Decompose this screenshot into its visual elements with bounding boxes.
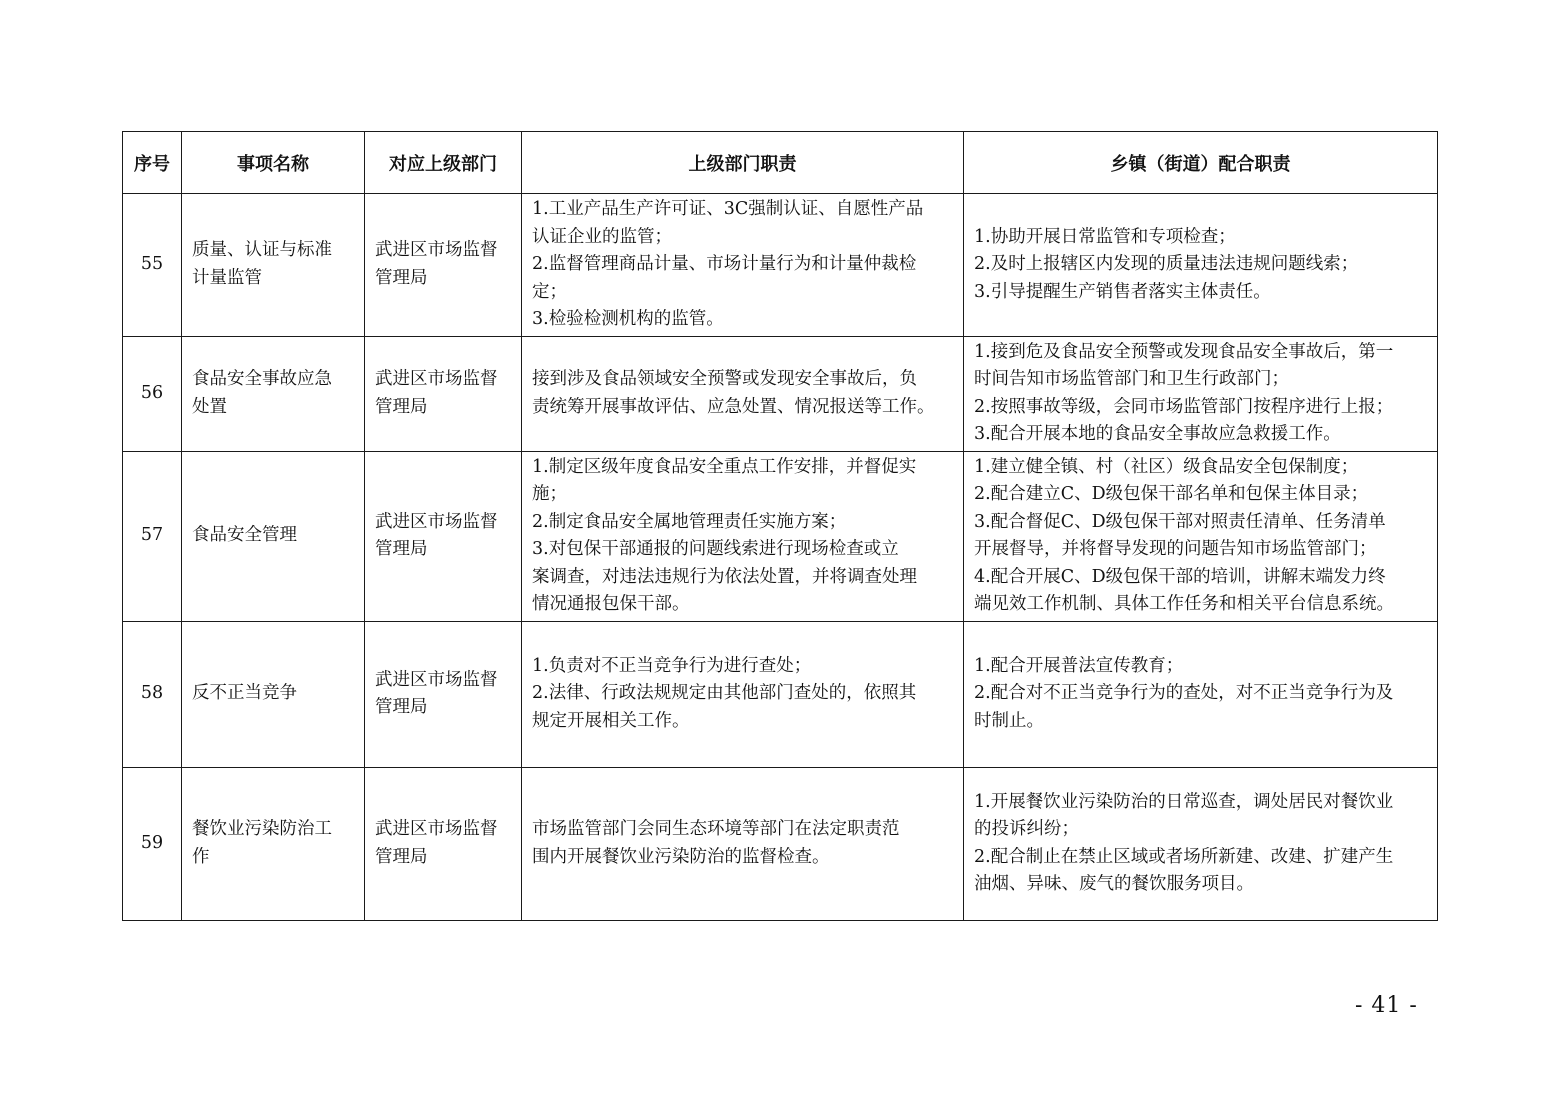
- cell-town-duties: [964, 767, 1438, 920]
- cell-town-duties: [964, 336, 1438, 451]
- cell-line: 反不正当竞争: [192, 683, 297, 704]
- cell-no: 59: [123, 767, 182, 920]
- cell-upper-dept: [365, 767, 522, 920]
- cell-line: 2.监督管理商品计量、市场计量行为和计量仲裁检: [532, 254, 917, 274]
- cell-line: 处置: [192, 396, 227, 417]
- cell-item-name: [182, 194, 365, 337]
- cell-line: 定；: [532, 281, 567, 302]
- cell-line: 接到涉及食品领域安全预警或发现安全事故后，负: [532, 369, 917, 389]
- cell-line: 1.接到危及食品安全预警或发现食品安全事故后，第一: [974, 341, 1394, 362]
- cell-line: 规定开展相关工作。: [532, 710, 690, 731]
- cell-line: 管理局: [375, 396, 428, 417]
- cell-line: 管理局: [375, 539, 428, 559]
- cell-line: 餐饮业污染防治工: [192, 819, 332, 839]
- duty-table: [122, 131, 1438, 921]
- header-item-name: 事项名称: [182, 132, 365, 194]
- cell-line: 时制止。: [974, 710, 1044, 731]
- cell-line: 武进区市场监督: [375, 511, 498, 532]
- cell-line: 3.配合开展本地的食品安全事故应急救援工作。: [974, 424, 1341, 444]
- cell-line: 2.法律、行政法规规定由其他部门查处的，依照其: [532, 683, 917, 704]
- page-number: - 41 -: [1355, 993, 1418, 1018]
- cell-line: 管理局: [375, 267, 428, 288]
- cell-line: 端见效工作机制、具体工作任务和相关平台信息系统。: [974, 594, 1394, 614]
- cell-no: 57: [123, 451, 182, 621]
- cell-line: 责统筹开展事故评估、应急处置、情况报送等工作。: [532, 396, 935, 417]
- cell-upper-duties: [522, 451, 964, 621]
- cell-upper-dept: [365, 621, 522, 767]
- header-upper-dept: 对应上级部门: [365, 132, 522, 194]
- cell-line: 1.制定区级年度食品安全重点工作安排，并督促实: [532, 456, 917, 477]
- cell-line: 1.负责对不正当竞争行为进行查处；: [532, 655, 812, 676]
- cell-no: 58: [123, 621, 182, 767]
- cell-line: 4.配合开展C、D级包保干部的培训，讲解末端发力终: [974, 566, 1386, 587]
- cell-line: 时间告知市场监管部门和卫生行政部门；: [974, 369, 1289, 389]
- cell-line: 管理局: [375, 846, 428, 867]
- cell-line: 2.配合对不正当竞争行为的查处，对不正当竞争行为及: [974, 683, 1394, 704]
- cell-upper-dept: [365, 194, 522, 337]
- header-town-duties: 乡镇（街道）配合职责: [964, 132, 1438, 194]
- cell-line: 案调查，对违法违规行为依法处置，并将调查处理: [532, 566, 917, 587]
- cell-line: 2.按照事故等级，会同市场监管部门按程序进行上报；: [974, 396, 1394, 417]
- cell-line: 情况通报包保干部。: [532, 594, 690, 614]
- cell-line: 3.引导提醒生产销售者落实主体责任。: [974, 281, 1271, 302]
- table-row: [123, 767, 1438, 920]
- cell-line: 2.配合建立C、D级包保干部名单和包保主体目录；: [974, 484, 1369, 504]
- cell-line: 市场监管部门会同生态环境等部门在法定职责范: [532, 819, 900, 839]
- header-no: 序号: [123, 132, 182, 194]
- cell-line: 食品安全事故应急: [192, 369, 332, 389]
- cell-no: 55: [123, 194, 182, 337]
- cell-line: 武进区市场监督: [375, 240, 498, 261]
- cell-line: 3.配合督促C、D级包保干部对照责任清单、任务清单: [974, 511, 1386, 532]
- cell-line: 武进区市场监督: [375, 669, 498, 690]
- table-row: [123, 194, 1438, 337]
- cell-line: 3.检验检测机构的监管。: [532, 309, 724, 329]
- cell-line: 2.配合制止在禁止区域或者场所新建、改建、扩建产生: [974, 846, 1394, 867]
- cell-line: 油烟、异味、废气的餐饮服务项目。: [974, 874, 1254, 894]
- cell-line: 武进区市场监督: [375, 819, 498, 839]
- cell-line: 围内开展餐饮业污染防治的监督检查。: [532, 846, 830, 867]
- cell-item-name: [182, 336, 365, 451]
- cell-line: 1.开展餐饮业污染防治的日常巡查，调处居民对餐饮业: [974, 791, 1394, 812]
- cell-item-name: [182, 767, 365, 920]
- cell-line: 1.配合开展普法宣传教育；: [974, 655, 1184, 676]
- cell-upper-duties: [522, 767, 964, 920]
- table-row: [123, 336, 1438, 451]
- cell-line: 3.对包保干部通报的问题线索进行现场检查或立: [532, 539, 899, 559]
- table-row: [123, 621, 1438, 767]
- header-upper-duties: 上级部门职责: [522, 132, 964, 194]
- cell-upper-dept: [365, 336, 522, 451]
- cell-line: 1.工业产品生产许可证、3C强制认证、自愿性产品: [532, 199, 924, 219]
- cell-town-duties: [964, 451, 1438, 621]
- cell-line: 2.及时上报辖区内发现的质量违法违规问题线索；: [974, 254, 1359, 274]
- cell-line: 计量监管: [192, 267, 262, 288]
- cell-line: 的投诉纠纷；: [974, 819, 1079, 839]
- cell-line: 认证企业的监管；: [532, 226, 672, 247]
- cell-line: 武进区市场监督: [375, 369, 498, 389]
- cell-town-duties: [964, 621, 1438, 767]
- cell-line: 开展督导，并将督导发现的问题告知市场监管部门；: [974, 539, 1377, 559]
- cell-upper-duties: [522, 336, 964, 451]
- cell-line: 作: [192, 846, 210, 867]
- table-row: [123, 451, 1438, 621]
- cell-upper-duties: [522, 194, 964, 337]
- cell-line: 管理局: [375, 697, 428, 717]
- cell-item-name: [182, 451, 365, 621]
- cell-upper-duties: [522, 621, 964, 767]
- cell-upper-dept: [365, 451, 522, 621]
- table-body: [123, 194, 1438, 921]
- cell-town-duties: [964, 194, 1438, 337]
- cell-no: 56: [123, 336, 182, 451]
- cell-line: 食品安全管理: [192, 525, 297, 546]
- header-row: [123, 132, 1438, 194]
- cell-line: 施；: [532, 484, 567, 504]
- cell-line: 1.协助开展日常监管和专项检查；: [974, 226, 1236, 247]
- cell-item-name: [182, 621, 365, 767]
- cell-line: 1.建立健全镇、村（社区）级食品安全包保制度；: [974, 456, 1359, 477]
- cell-line: 2.制定食品安全属地管理责任实施方案；: [532, 511, 847, 532]
- cell-line: 质量、认证与标准: [192, 240, 332, 261]
